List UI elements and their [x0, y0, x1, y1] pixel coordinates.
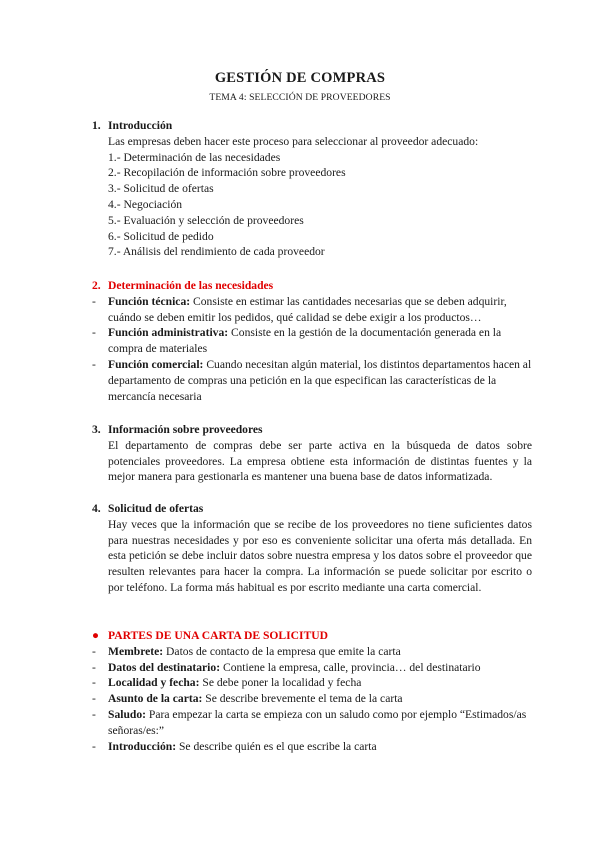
section-number: 4. [92, 502, 101, 515]
step-item: 1.- Determinación de las necesidades [108, 150, 281, 164]
section-number: 3. [92, 423, 101, 436]
section-title: Información sobre proveedores [108, 423, 263, 436]
section-title: Solicitud de ofertas [108, 502, 204, 515]
item-text: Datos de contacto de la empresa que emite la carta [163, 644, 401, 658]
dash-marker: - [92, 739, 96, 753]
list-item [92, 739, 532, 755]
section-title: Determinación de las necesidades [108, 279, 274, 292]
item-text: Se describe brevemente el tema de la carta [202, 692, 403, 706]
section-number: 1. [92, 119, 101, 132]
item-term: Datos del destinatario: [108, 660, 221, 674]
item-text: Consiste en estimar las cantidades necesarias que se deben adquirir, cuándo se deben emitir los pedidos, qué calidad se debe exigir a los productos… [108, 294, 507, 324]
step-item: 2.- Recopilación de información sobre proveedores [108, 166, 346, 180]
section-solicitud-ofertas [92, 501, 532, 596]
dash-marker: - [92, 692, 96, 706]
dash-marker: - [92, 644, 96, 658]
section-introduccion [92, 118, 532, 260]
section-partes-carta [92, 628, 532, 754]
item-term: Introducción: [108, 739, 177, 753]
section-heading [92, 118, 532, 134]
list-item [92, 660, 532, 676]
item-term: Función técnica: [108, 294, 191, 308]
item-text: Contiene la empresa, calle, provincia… del destinatario [220, 660, 481, 674]
section-body [92, 134, 532, 260]
list-item [92, 675, 532, 691]
item-text: Se debe poner la localidad y fecha [199, 676, 362, 690]
section-heading [92, 501, 532, 517]
document-subtitle: TEMA 4: SELECCIÓN DE PROVEEDORES [209, 92, 391, 103]
dash-marker: - [92, 326, 96, 340]
dash-marker: - [92, 676, 96, 690]
section-number: 2. [92, 279, 101, 292]
section-paragraph: Hay veces que la información que se recibe de los proveedores no tiene suficientes datos para nuestras necesidades y por eso es conveniente solicitar una oferta más detallada. En esta petición se debe incluir datos sobre nuestra empresa y los datos sobre el proveedor que resulten relevantes para hacer la compra. La información se puede solicitar por escrito o por teléfono. La forma más habitual es por escrito mediante una carta comercial. [108, 517, 532, 594]
item-term: Membrete: [108, 644, 164, 658]
section-informacion [92, 422, 532, 485]
document-title: GESTIÓN DE COMPRAS [214, 70, 386, 86]
dash-marker: - [92, 357, 96, 371]
item-text: Consiste en la gestión de la documentación generada en la compra de materiales [108, 326, 502, 356]
list-item [92, 294, 532, 326]
step-item: 4.- Negociación [108, 197, 183, 211]
list-item [92, 707, 532, 739]
item-text: Se describe quién es el que escribe la carta [176, 739, 377, 753]
list-item [92, 691, 532, 707]
item-term: Función administrativa: [108, 326, 229, 340]
step-item: 7.- Análisis del rendimiento de cada proveedor [108, 245, 325, 259]
item-term: Saludo: [108, 707, 147, 721]
step-item: 6.- Solicitud de pedido [108, 229, 214, 243]
step-item: 5.- Evaluación y selección de proveedores [108, 213, 304, 227]
section-title: Introducción [108, 119, 173, 132]
item-term: Función comercial: [108, 357, 204, 371]
list-item [92, 644, 532, 660]
intro-text: Las empresas deben hacer este proceso para seleccionar al proveedor adecuado: [108, 134, 479, 148]
item-term: Asunto de la carta: [108, 692, 203, 706]
bullet-icon: ● [92, 629, 100, 642]
section-title: PARTES DE UNA CARTA DE SOLICITUD [108, 629, 329, 642]
list-item [92, 357, 532, 404]
section-heading [92, 628, 532, 644]
section-heading [92, 422, 532, 438]
section-necesidades [92, 278, 532, 404]
list-item [92, 325, 532, 357]
dash-marker: - [92, 707, 96, 721]
dash-marker: - [92, 294, 96, 308]
section-heading [92, 278, 532, 294]
step-item: 3.- Solicitud de ofertas [108, 182, 214, 196]
item-text: Cuando necesitan algún material, los distintos departamentos hacen al departamento de compras una petición en la que especifican las características de la mercancía necesaria [108, 357, 532, 403]
dash-marker: - [92, 660, 96, 674]
item-text: Para empezar la carta se empieza con un saludo como por ejemplo “Estimados/as señoras/es:” [108, 707, 527, 737]
section-paragraph: El departamento de compras debe ser parte activa en la búsqueda de datos sobre potenciales proveedores. La empresa obtiene esta información de distintas fuentes y la mejor manera para gestionarla es mantener una buena base de datos informatizada. [108, 438, 532, 484]
item-term: Localidad y fecha: [108, 676, 200, 690]
